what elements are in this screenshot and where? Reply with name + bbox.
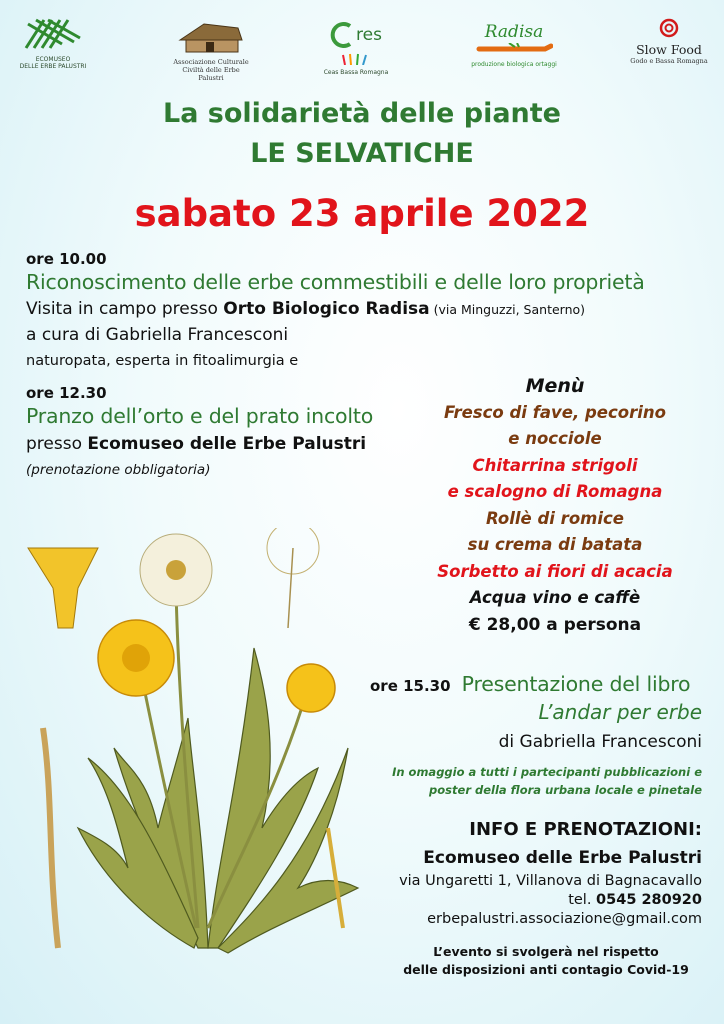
info-heading: INFO E PRENOTAZIONI: (469, 819, 702, 840)
tel-label: tel. (568, 892, 597, 908)
menu-item: Chitarrina strigoli (472, 455, 638, 475)
logo-ecomuseo (16, 14, 90, 70)
cres-name: res (356, 25, 382, 45)
seed-head-core (166, 560, 186, 580)
info-address: via Ungaretti 1, Villanova di Bagnacavallo (399, 873, 702, 889)
logo-associazione (170, 18, 252, 82)
radisa-name: Radisa (484, 22, 544, 42)
floating-seed-stalk (288, 548, 293, 628)
event2-time: ore 12.30 (26, 384, 107, 402)
radisa-line1: produzione biologica ortaggi (471, 61, 557, 68)
covid-line1: L’evento si svolgerà nel rispetto (433, 944, 659, 959)
event1-line3: naturopata, esperta in fitoalimurgia e (26, 353, 299, 369)
flower-section (28, 548, 98, 628)
event2-line1-pre: presso (26, 434, 88, 454)
event-date: sabato 23 aprile 2022 (134, 192, 590, 235)
ecomuseo-logo-mark (22, 14, 84, 52)
slowfood-line1: Godo e Bassa Romagna (630, 57, 708, 65)
info-tel-row (568, 892, 702, 908)
info-org: Ecomuseo delle Erbe Palustri (423, 848, 702, 868)
logo-cres (316, 20, 396, 76)
event3-gift2: poster della flora urbana locale e pinetale (429, 783, 702, 797)
menu-price: € 28,00 a persona (468, 614, 642, 635)
event3-gift1: In omaggio a tutti i partecipanti pubblicazioni e (392, 765, 702, 779)
menu-item: su crema di batata (467, 535, 643, 554)
cres-line1: Ceas Bassa Romagna (323, 69, 389, 76)
flower-large-center (122, 644, 150, 672)
cres-c-icon (330, 20, 356, 50)
logo-radisa (468, 22, 560, 68)
event1-subtitle: Riconoscimento delle erbe commestibili e delle loro proprietà (26, 270, 645, 294)
root (43, 728, 58, 948)
event1-line1-pre: Visita in campo presso (26, 299, 224, 319)
associazione-line1: Associazione Culturale (173, 58, 249, 66)
event1-address: (via Minguzzi, Santerno) (429, 302, 586, 317)
hut-icon (178, 18, 244, 54)
page-title: La solidarietà delle piante (162, 98, 561, 129)
menu-item: Acqua vino e caffè (469, 588, 641, 607)
snail-icon (659, 18, 679, 38)
info-email[interactable]: erbepalustri.associazione@gmail.com (427, 911, 702, 927)
event1-time: ore 10.00 (26, 250, 107, 268)
dandelion-illustration (18, 528, 368, 968)
event3-subtitle: Presentazione del libro (461, 672, 691, 696)
menu-item: Rollè di romice (486, 508, 624, 528)
menu-item: e scalogno di Romagna (447, 482, 663, 501)
event1-line1 (26, 299, 585, 319)
stamen (328, 828, 343, 928)
event1-line2: a cura di Gabriella Francesconi (26, 325, 289, 345)
page-subtitle: LE SELVATICHE (250, 138, 474, 169)
event3-author: di Gabriella Francesconi (498, 732, 702, 752)
menu-item: e nocciole (508, 429, 602, 448)
logo-slowfood (626, 18, 712, 65)
menu-panel (420, 373, 690, 638)
event3-row (370, 672, 690, 696)
ecomuseo-line1: ECOMUSEO (35, 56, 71, 63)
menu-item: Sorbetto ai fiori di acacia (437, 561, 673, 581)
flower-small (287, 664, 335, 712)
associazione-line2: Civiltà delle Erbe Palustri (182, 66, 240, 82)
slowfood-name: Slow Food (636, 42, 702, 57)
event3-book: L’andar per erbe (538, 700, 702, 724)
event2-line1 (26, 434, 366, 454)
event2-location: Ecomuseo delle Erbe Palustri (87, 434, 367, 454)
menu-items (420, 400, 690, 612)
event2-subtitle: Pranzo dell’orto e del prato incolto (26, 404, 374, 428)
event1-location: Orto Biologico Radisa (223, 299, 430, 319)
carrot-icon (475, 43, 553, 57)
sun-rays-icon (341, 53, 371, 65)
event2-note: (prenotazione obbligatoria) (26, 462, 211, 478)
covid-line2: delle disposizioni anti contagio Covid-19 (403, 962, 689, 977)
menu-title: Menù (525, 375, 585, 397)
menu-item: Fresco di fave, pecorino (444, 402, 666, 422)
tel-number[interactable]: 0545 280920 (596, 892, 702, 908)
event3-time: ore 15.30 (370, 677, 451, 695)
ecomuseo-line2: DELLE ERBE PALUSTRI (19, 63, 87, 70)
